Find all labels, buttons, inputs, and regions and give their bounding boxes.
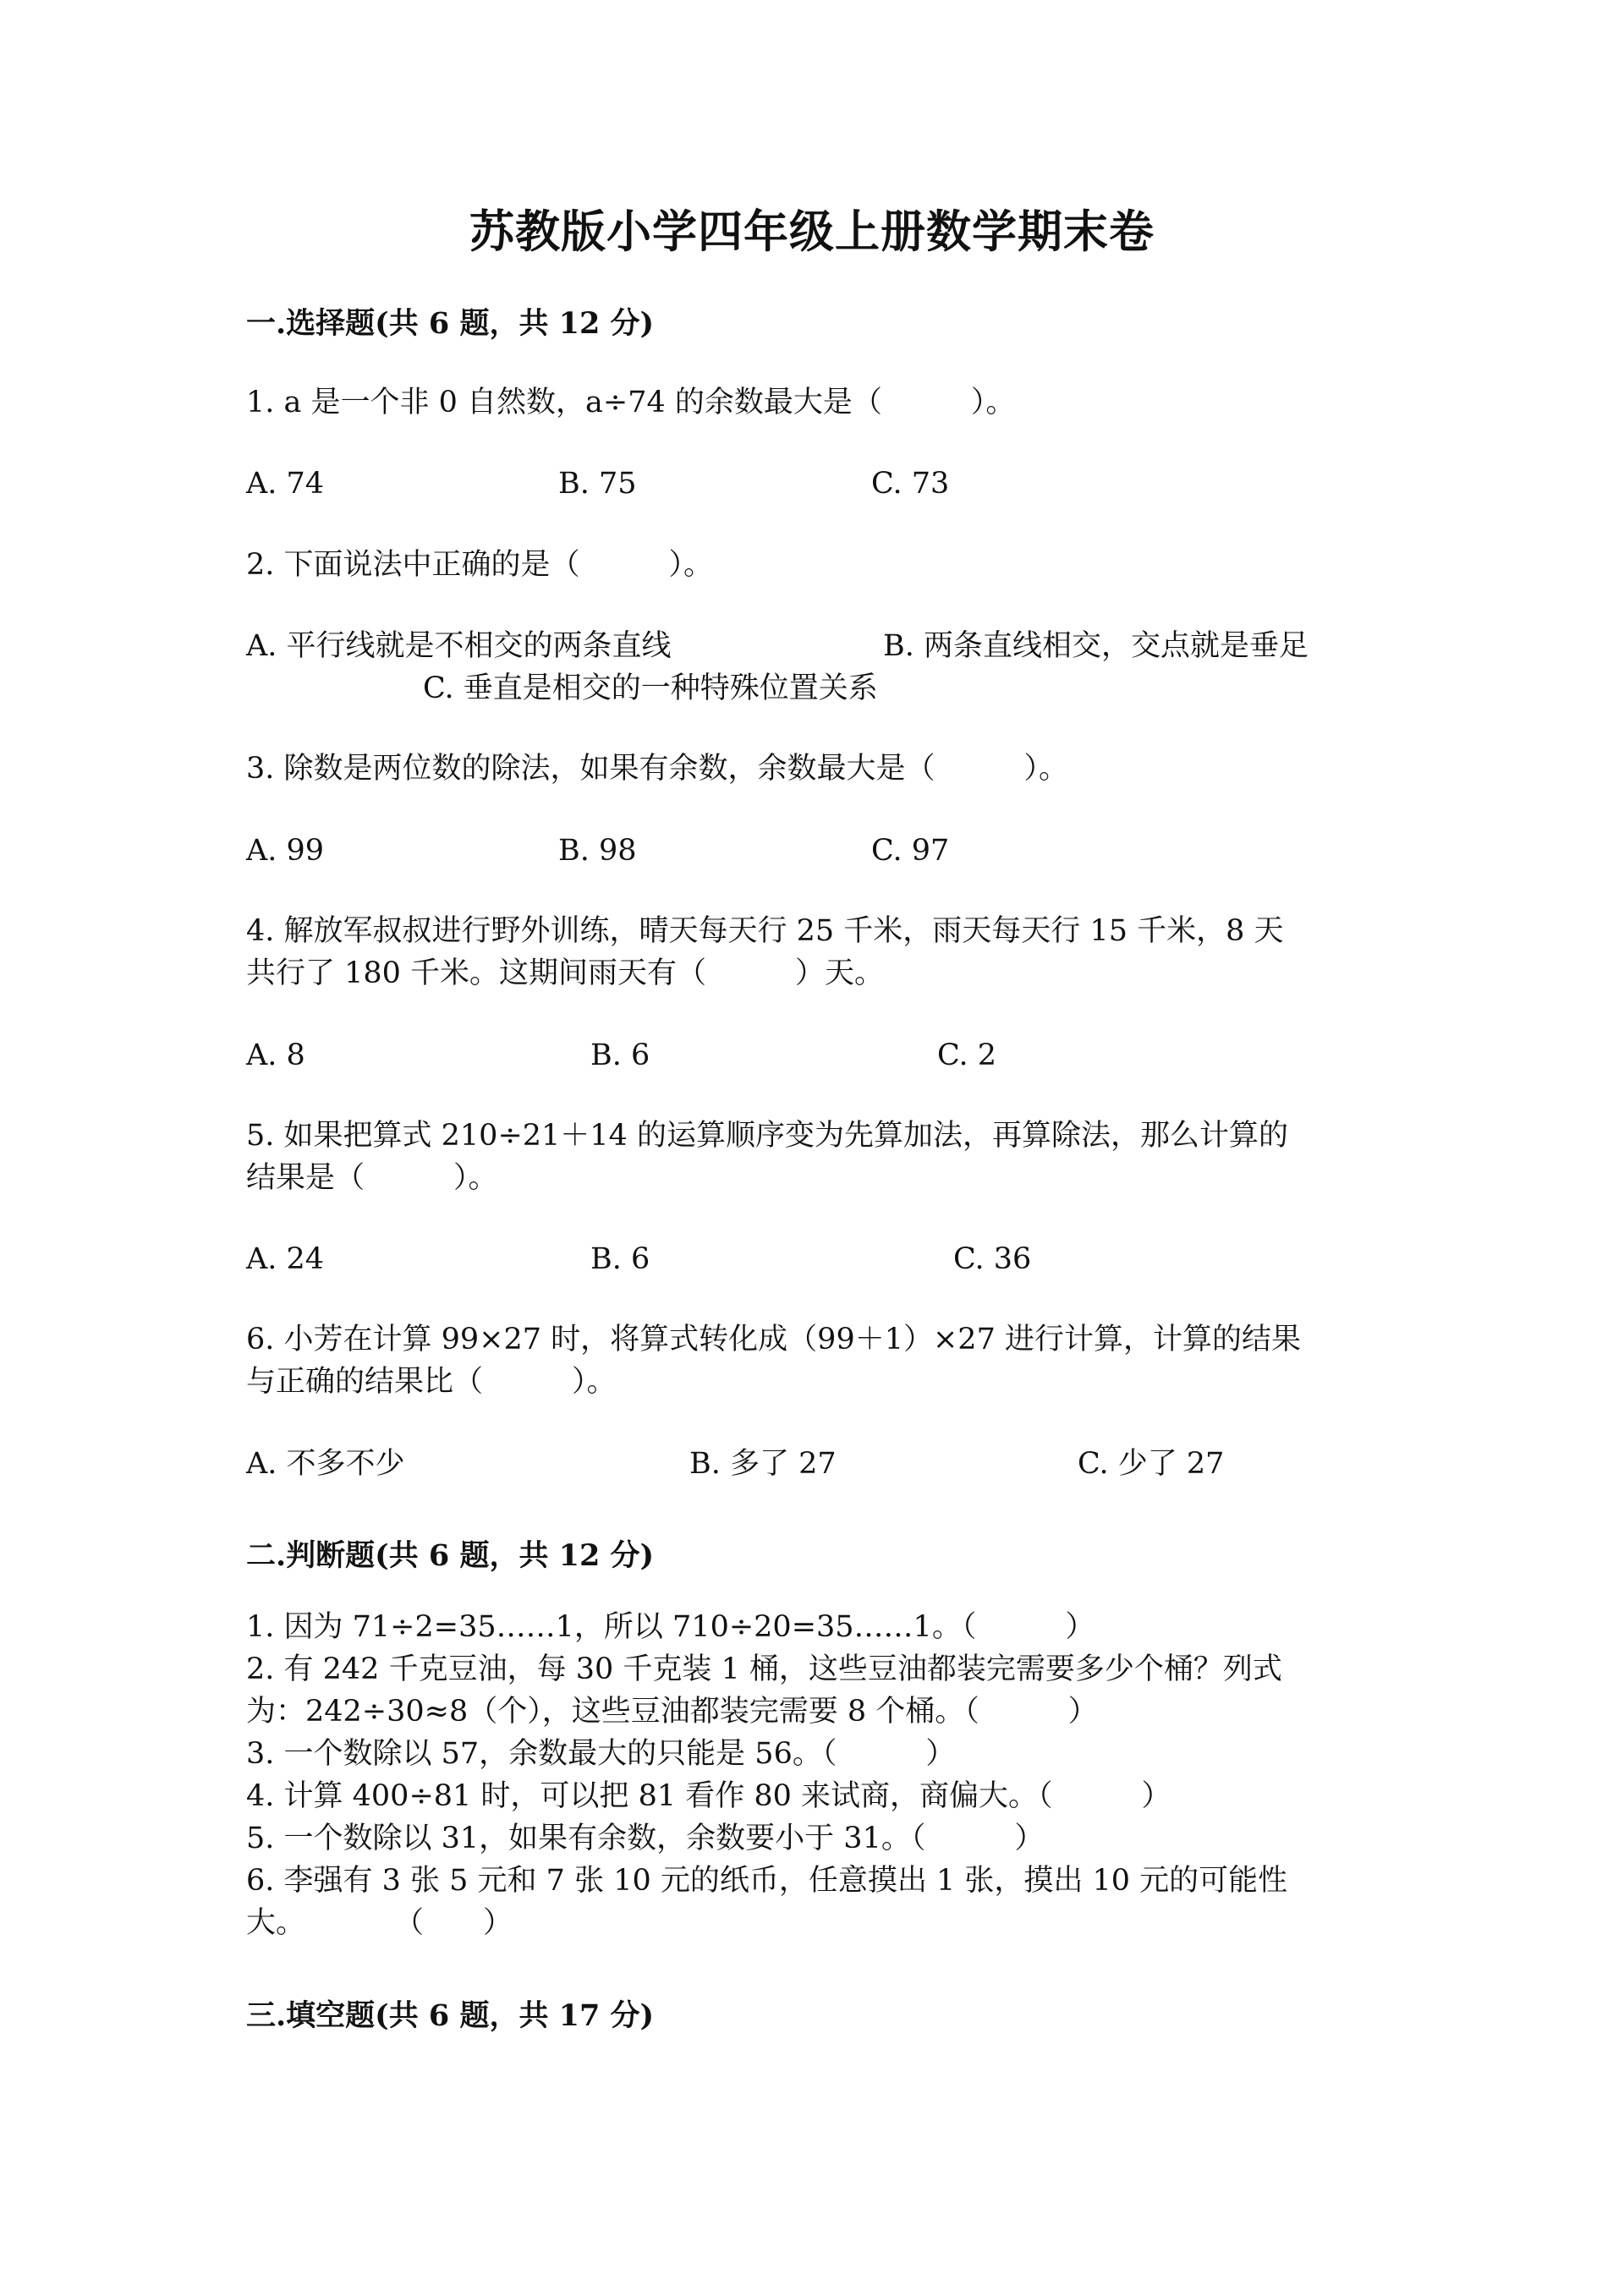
judge-line-8: 大。 （ ） — [246, 1906, 513, 1940]
question-4-stem-line-2: 共行了 180 千米。这期间雨天有（ ）天。 — [246, 956, 885, 990]
section-heading-judge: 二.判断题(共 6 题，共 12 分) — [246, 1538, 655, 1573]
question-5-stem-line-1: 5. 如果把算式 210÷21＋14 的运算顺序变为先算加法，再算除法，那么计算的 — [246, 1119, 1288, 1153]
question-5-option-a: A. 24 — [246, 1242, 325, 1276]
section-heading-fill: 三.填空题(共 6 题，共 17 分) — [246, 1998, 655, 2033]
question-3-option-a: A. 99 — [246, 834, 325, 868]
question-4-option-a: A. 8 — [246, 1038, 305, 1072]
question-6-option-a: A. 不多不少 — [246, 1447, 405, 1481]
question-6-stem-line-2: 与正确的结果比（ ）。 — [246, 1365, 617, 1399]
judge-line-7: 6. 李强有 3 张 5 元和 7 张 10 元的纸币，任意摸出 1 张，摸出 10 元的可能性 — [246, 1864, 1288, 1898]
question-1-option-c: C. 73 — [871, 467, 950, 501]
question-4-option-b: B. 6 — [590, 1038, 650, 1072]
judge-line-2: 2. 有 242 千克豆油，每 30 千克装 1 桶，这些豆油都装完需要多少个桶？列式 — [246, 1652, 1282, 1686]
judge-line-5: 4. 计算 400÷81 时，可以把 81 看作 80 来试商，商偏大。（ ） — [246, 1779, 1171, 1813]
question-6-option-b: B. 多了 27 — [689, 1447, 837, 1481]
question-4-option-c: C. 2 — [937, 1038, 997, 1072]
question-2-option-b: B. 两条直线相交，交点就是垂足 — [883, 629, 1309, 663]
question-2-option-a: A. 平行线就是不相交的两条直线 — [246, 629, 672, 663]
question-5-option-c: C. 36 — [953, 1242, 1032, 1276]
judge-line-6: 5. 一个数除以 31，如果有余数，余数要小于 31。（ ） — [246, 1822, 1045, 1855]
question-6-stem-line-1: 6. 小芳在计算 99×27 时，将算式转化成（99＋1）×27 进行计算，计算的结果 — [246, 1323, 1301, 1356]
judge-line-4: 3. 一个数除以 57，余数最大的只能是 56。（ ） — [246, 1737, 956, 1771]
question-2-stem: 2. 下面说法中正确的是（ ）。 — [246, 548, 714, 582]
question-1-option-a: A. 74 — [246, 467, 325, 501]
question-3-stem: 3. 除数是两位数的除法，如果有余数，余数最大是（ ）。 — [246, 752, 1069, 786]
question-3-option-c: C. 97 — [871, 834, 950, 868]
question-1-stem: 1. a 是一个非 0 自然数，a÷74 的余数最大是（ ）。 — [246, 386, 1016, 419]
question-4-stem-line-1: 4. 解放军叔叔进行野外训练，晴天每天行 25 千米，雨天每天行 15 千米，8 天 — [246, 914, 1284, 948]
judge-line-3: 为：242÷30≈8（个），这些豆油都装完需要 8 个桶。（ ） — [246, 1695, 1098, 1729]
question-5-option-b: B. 6 — [590, 1242, 650, 1276]
question-6-option-c: C. 少了 27 — [1078, 1447, 1225, 1481]
question-1-option-b: B. 75 — [558, 467, 637, 501]
question-3-option-b: B. 98 — [558, 834, 637, 868]
page-title: 苏教版小学四年级上册数学期末卷 — [469, 205, 1155, 258]
question-2-option-c: C. 垂直是相交的一种特殊位置关系 — [423, 671, 878, 705]
section-heading-choice: 一.选择题(共 6 题，共 12 分) — [246, 306, 655, 341]
question-5-stem-line-2: 结果是（ ）。 — [246, 1161, 498, 1195]
judge-line-1: 1. 因为 71÷2=35……1，所以 710÷20=35……1。（ ） — [246, 1610, 1095, 1644]
